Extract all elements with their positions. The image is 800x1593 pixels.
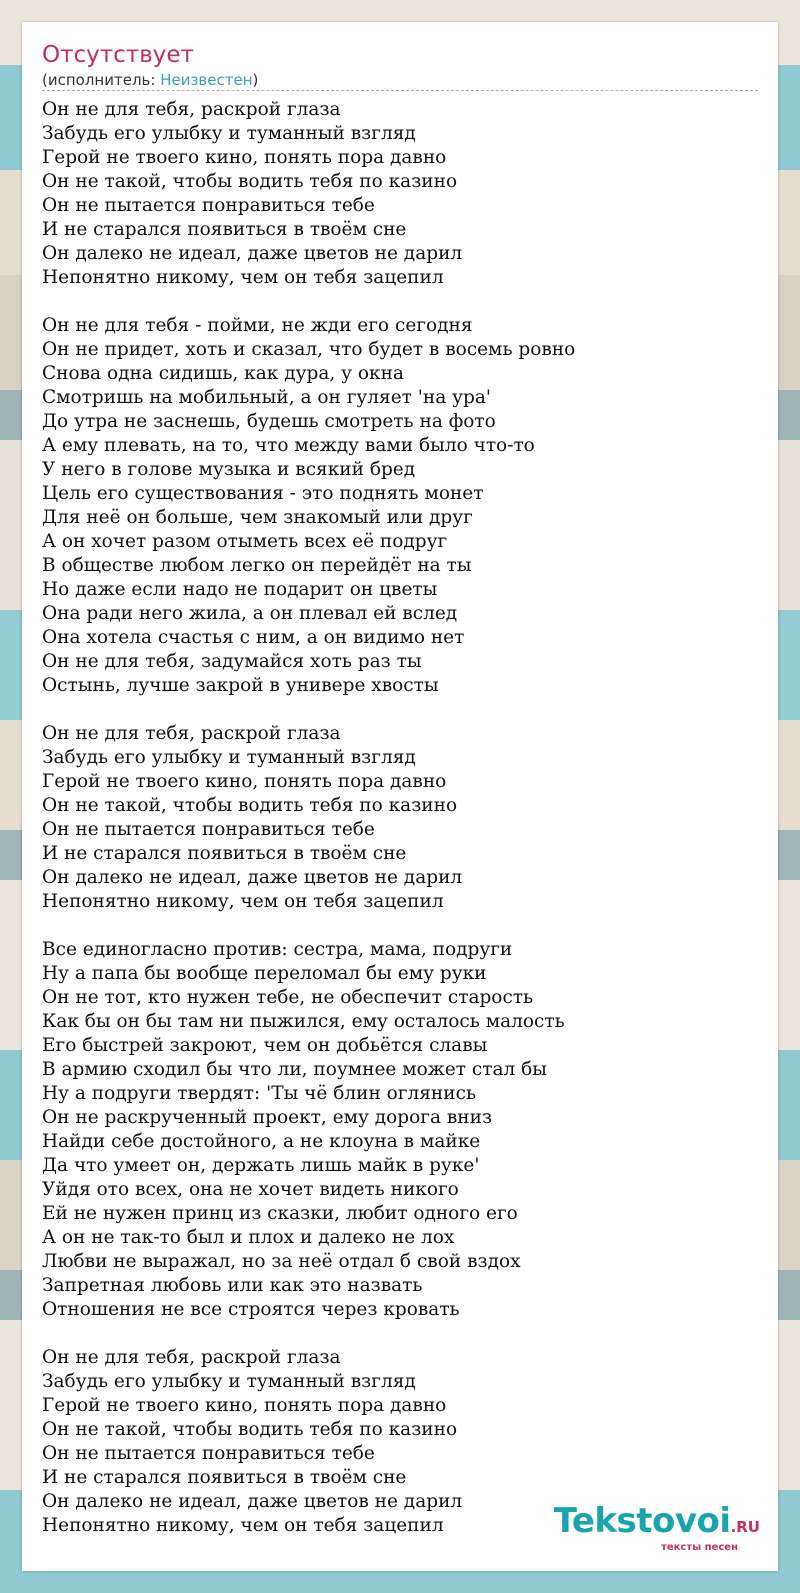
lyrics-line: В обществе любом легко он перейдёт на ты xyxy=(42,555,472,576)
lyrics-line: Любви не выражал, но за неё отдал б свой вздох xyxy=(42,1251,521,1272)
lyrics-line: Найди себе достойного, а не клоуна в майке xyxy=(42,1131,481,1152)
logo-subtitle: тексты песен xyxy=(661,1542,738,1553)
lyrics-line: Он не пытается понравиться тебе xyxy=(42,1443,375,1464)
performer-link[interactable]: Неизвестен xyxy=(160,71,253,89)
lyrics-line: Уйдя ото всех, она не хочет видеть никого xyxy=(42,1179,459,1200)
lyrics-stanza xyxy=(42,314,762,698)
lyrics-line: Ей не нужен принц из сказки, любит одного его xyxy=(42,1203,518,1224)
lyrics-line: Смотришь на мобильный, а он гуляет 'на ура' xyxy=(42,387,491,408)
lyrics-line: Забудь его улыбку и туманный взгляд xyxy=(42,123,416,144)
lyrics-line: Он не раскрученный проект, ему дорога вниз xyxy=(42,1107,493,1128)
lyrics-line: А ему плевать, на то, что между вами было что-то xyxy=(42,435,535,456)
lyrics-line: Он далеко не идеал, даже цветов не дарил xyxy=(42,1491,463,1512)
lyrics-text xyxy=(42,98,762,1562)
title-divider xyxy=(42,90,758,91)
lyrics-line: А он не так-то был и плох и далеко не лох xyxy=(42,1227,455,1248)
performer-suffix: ) xyxy=(252,71,259,89)
lyrics-line: А он хочет разом отыметь всех её подруг xyxy=(42,531,448,552)
lyrics-line: Герой не твоего кино, понять пора давно xyxy=(42,1395,447,1416)
lyrics-line: Остынь, лучше закрой в универе хвосты xyxy=(42,675,439,696)
performer-prefix: (исполнитель: xyxy=(42,71,161,89)
lyrics-line: Он не для тебя, раскрой глаза xyxy=(42,723,341,744)
performer-line xyxy=(42,71,258,89)
lyrics-line: И не старался появиться в твоём сне xyxy=(42,1467,407,1488)
lyrics-line: Он не для тебя, раскрой глаза xyxy=(42,99,341,120)
logo-name: Tekstovoi xyxy=(553,1501,731,1541)
lyrics-line: Он не для тебя, задумайся хоть раз ты xyxy=(42,651,422,672)
lyrics-line: Снова одна сидишь, как дура, у окна xyxy=(42,363,404,384)
lyrics-line: Все единогласно против: сестра, мама, подруги xyxy=(42,939,513,960)
lyrics-line: Его быстрей закроют, чем он добьётся славы xyxy=(42,1035,488,1056)
lyrics-line: Ну а папа бы вообще переломал бы ему руки xyxy=(42,963,487,984)
lyrics-stanza xyxy=(42,938,762,1322)
lyrics-line: Она хотела счастья с ним, а он видимо нет xyxy=(42,627,465,648)
lyrics-line: Он не тот, кто нужен тебе, не обеспечит старость xyxy=(42,987,534,1008)
lyrics-card xyxy=(22,22,778,1571)
lyrics-line: Отношения не все строятся через кровать xyxy=(42,1299,460,1320)
lyrics-line: У него в голове музыка и всякий бред xyxy=(42,459,416,480)
lyrics-line: До утра не заснешь, будешь смотреть на фото xyxy=(42,411,496,432)
lyrics-line: Непонятно никому, чем он тебя зацепил xyxy=(42,891,444,912)
lyrics-line: Непонятно никому, чем он тебя зацепил xyxy=(42,1515,444,1536)
lyrics-line: Он не придет, хоть и сказал, что будет в восемь ровно xyxy=(42,339,576,360)
logo-tld: .RU xyxy=(730,1518,760,1536)
lyrics-line: В армию сходил бы что ли, поумнее может стал бы xyxy=(42,1059,547,1080)
lyrics-line: Он не для тебя, раскрой глаза xyxy=(42,1347,341,1368)
lyrics-line: Она ради него жила, а он плевал ей вслед xyxy=(42,603,458,624)
lyrics-line: Он не пытается понравиться тебе xyxy=(42,819,375,840)
lyrics-line: Для неё он больше, чем знакомый или друг xyxy=(42,507,473,528)
lyrics-stanza xyxy=(42,722,762,914)
lyrics-line: Он не такой, чтобы водить тебя по казино xyxy=(42,795,458,816)
lyrics-line: Он не пытается понравиться тебе xyxy=(42,195,375,216)
lyrics-line: Герой не твоего кино, понять пора давно xyxy=(42,771,447,792)
lyrics-stanza xyxy=(42,98,762,290)
lyrics-line: Но даже если надо не подарит он цветы xyxy=(42,579,438,600)
lyrics-line: Герой не твоего кино, понять пора давно xyxy=(42,147,447,168)
lyrics-line: Он не для тебя - пойми, не жди его сегодня xyxy=(42,315,473,336)
logo-wordmark xyxy=(553,1501,760,1544)
lyrics-line: Цель его существования - это поднять монет xyxy=(42,483,484,504)
lyrics-line: Он далеко не идеал, даже цветов не дарил xyxy=(42,867,463,888)
site-logo[interactable] xyxy=(553,1501,760,1553)
lyrics-line: Ну а подруги твердят: 'Ты чё блин оглянись xyxy=(42,1083,477,1104)
lyrics-line: Он не такой, чтобы водить тебя по казино xyxy=(42,171,458,192)
lyrics-line: Он далеко не идеал, даже цветов не дарил xyxy=(42,243,463,264)
lyrics-line: Непонятно никому, чем он тебя зацепил xyxy=(42,267,444,288)
lyrics-line: Забудь его улыбку и туманный взгляд xyxy=(42,747,416,768)
lyrics-line: Забудь его улыбку и туманный взгляд xyxy=(42,1371,416,1392)
lyrics-line: Запретная любовь или как это назвать xyxy=(42,1275,423,1296)
lyrics-line: И не старался появиться в твоём сне xyxy=(42,843,407,864)
lyrics-line: Он не такой, чтобы водить тебя по казино xyxy=(42,1419,458,1440)
lyrics-line: Да что умеет он, держать лишь майк в руке' xyxy=(42,1155,480,1176)
lyrics-line: И не старался появиться в твоём сне xyxy=(42,219,407,240)
song-title: Отсутствует xyxy=(42,42,194,68)
lyrics-line: Как бы он бы там ни пыжился, ему осталось малость xyxy=(42,1011,565,1032)
